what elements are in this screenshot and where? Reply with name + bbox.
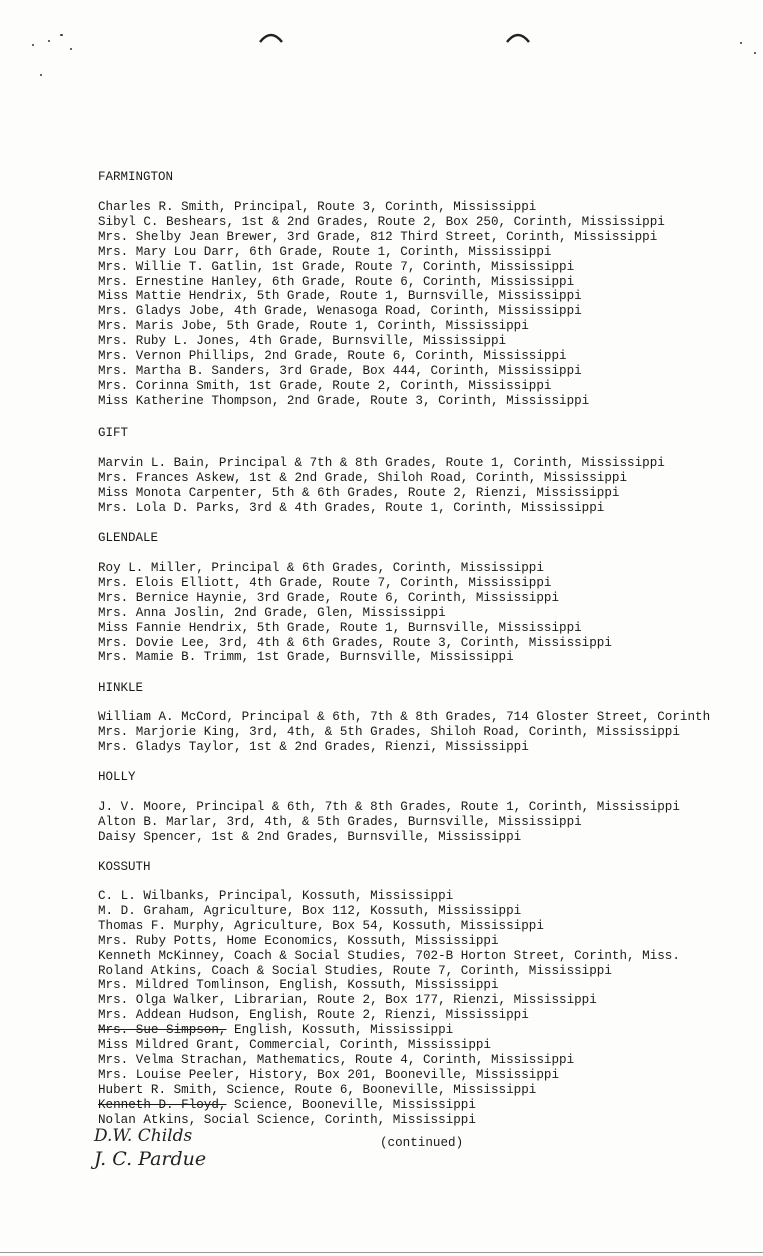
section-gift — [98, 426, 758, 515]
scan-speck — [40, 74, 42, 76]
scan-speck — [48, 40, 50, 42]
staff-list — [98, 456, 665, 516]
staff-entry: Mrs. Gladys Jobe, 4th Grade, Wenasoga Road, Corinth, Mississippi — [98, 304, 582, 319]
section-holly — [98, 770, 758, 844]
staff-entry: Mrs. Lola D. Parks, 3rd & 4th Grades, Route 1, Corinth, Mississippi — [98, 500, 605, 515]
handwritten-names — [94, 1126, 264, 1186]
entry-rest: Science, Booneville, Mississippi — [226, 1097, 476, 1112]
staff-entry: Roy L. Miller, Principal & 6th Grades, Corinth, Mississippi — [98, 561, 544, 575]
staff-entry: Nolan Atkins, Social Science, Corinth, Mississippi — [98, 1112, 476, 1127]
staff-entry: Mrs. Addean Hudson, English, Route 2, Rienzi, Mississippi — [98, 1008, 529, 1023]
staff-entry: Miss Mildred Grant, Commercial, Corinth, Mississippi — [98, 1038, 491, 1053]
scan-speck — [60, 34, 63, 36]
staff-entry: C. L. Wilbanks, Principal, Kossuth, Mississippi — [98, 889, 454, 903]
staff-entry: Miss Mattie Hendrix, 5th Grade, Route 1, Burnsville, Mississippi — [98, 289, 582, 304]
section-hinkle — [98, 681, 758, 754]
staff-entry: Mrs. Louise Peeler, History, Box 201, Booneville, Mississippi — [98, 1067, 560, 1082]
staff-list — [98, 710, 710, 755]
staff-entry: J. V. Moore, Principal & 6th, 7th & 8th Grades, Route 1, Corinth, Mississippi — [98, 800, 680, 814]
handwritten-name: D.W. Childs — [94, 1126, 193, 1146]
staff-entry: Miss Fannie Hendrix, 5th Grade, Route 1, Burnsville, Mississippi — [98, 620, 582, 635]
staff-entry-struck — [98, 1098, 680, 1113]
staff-entry: Sibyl C. Beshears, 1st & 2nd Grades, Route 2, Box 250, Corinth, Mississippi — [98, 214, 665, 229]
section-heading: FARMINGTON — [98, 170, 174, 184]
staff-entry: Mrs. Vernon Phillips, 2nd Grade, Route 6, Corinth, Mississippi — [98, 349, 567, 364]
staff-entry: Mrs. Martha B. Sanders, 3rd Grade, Box 444, Corinth, Mississippi — [98, 363, 582, 378]
staff-list — [98, 200, 665, 409]
staff-entry: Mrs. Marjorie King, 3rd, 4th, & 5th Grades, Shiloh Road, Corinth, Mississippi — [98, 724, 680, 739]
scan-speck — [32, 44, 34, 46]
struck-name: Mrs. Sue Simpson, — [98, 1023, 227, 1038]
scan-speck — [70, 48, 72, 50]
staff-entry: Mrs. Gladys Taylor, 1st & 2nd Grades, Rienzi, Mississippi — [98, 739, 529, 754]
staff-entry: Mrs. Anna Joslin, 2nd Grade, Glen, Mississippi — [98, 605, 446, 620]
section-heading: HINKLE — [98, 681, 144, 695]
staff-entry: Mrs. Elois Elliott, 4th Grade, Route 7, Corinth, Mississippi — [98, 575, 552, 590]
staff-entry: Mrs. Bernice Haynie, 3rd Grade, Route 6, Corinth, Mississippi — [98, 590, 560, 605]
staff-entry: Daisy Spencer, 1st & 2nd Grades, Burnsville, Mississippi — [98, 829, 522, 844]
section-kossuth — [98, 860, 758, 1127]
staff-entry: Mrs. Mary Lou Darr, 6th Grade, Route 1, Corinth, Mississippi — [98, 244, 552, 259]
handwritten-name: J. C. Pardue — [94, 1148, 207, 1170]
section-heading: GLENDALE — [98, 531, 159, 545]
staff-entry: Alton B. Marlar, 3rd, 4th, & 5th Grades, Burnsville, Mississippi — [98, 814, 582, 829]
staff-entry: Mrs. Dovie Lee, 3rd, 4th & 6th Grades, Route 3, Corinth, Mississippi — [98, 635, 612, 650]
staff-entry: Mrs. Frances Askew, 1st & 2nd Grade, Shiloh Road, Corinth, Mississippi — [98, 470, 628, 485]
entry-rest: English, Kossuth, Mississippi — [226, 1023, 454, 1038]
section-farmington — [98, 170, 758, 408]
staff-entry: Marvin L. Bain, Principal & 7th & 8th Grades, Route 1, Corinth, Mississippi — [98, 456, 665, 470]
staff-entry: Charles R. Smith, Principal, Route 3, Corinth, Mississippi — [98, 200, 537, 214]
staff-entry: Mrs. Olga Walker, Librarian, Route 2, Box 177, Rienzi, Mississippi — [98, 993, 597, 1008]
staff-entry: Roland Atkins, Coach & Social Studies, Route 7, Corinth, Mississippi — [98, 963, 612, 978]
staff-entry: Mrs. Willie T. Gatlin, 1st Grade, Route 7, Corinth, Mississippi — [98, 259, 575, 274]
continued-note: (continued) — [380, 1136, 464, 1150]
page-bottom-edge — [0, 1252, 763, 1253]
staff-entry: Mrs. Shelby Jean Brewer, 3rd Grade, 812 Third Street, Corinth, Mississippi — [98, 229, 658, 244]
staff-entry: William A. McCord, Principal & 6th, 7th & 8th Grades, 714 Gloster Street, Corinth — [98, 710, 711, 724]
section-heading: GIFT — [98, 426, 129, 440]
punch-hole-mark-left — [258, 30, 284, 44]
section-heading: HOLLY — [98, 770, 136, 784]
staff-list — [98, 561, 612, 665]
staff-entry: Hubert R. Smith, Science, Route 6, Booneville, Mississippi — [98, 1082, 537, 1097]
staff-entry: Mrs. Ruby L. Jones, 4th Grade, Burnsville, Mississippi — [98, 334, 507, 349]
staff-entry: Thomas F. Murphy, Agriculture, Box 54, Kossuth, Mississippi — [98, 918, 544, 933]
staff-entry: M. D. Graham, Agriculture, Box 112, Kossuth, Mississippi — [98, 903, 522, 918]
staff-entry: Mrs. Maris Jobe, 5th Grade, Route 1, Corinth, Mississippi — [98, 319, 529, 334]
staff-entry: Mrs. Mildred Tomlinson, English, Kossuth, Mississippi — [98, 978, 499, 993]
staff-entry: Miss Katherine Thompson, 2nd Grade, Route 3, Corinth, Mississippi — [98, 393, 590, 408]
staff-entry: Kenneth McKinney, Coach & Social Studies, 702-B Horton Street, Corinth, Miss. — [98, 948, 680, 963]
staff-entry-struck — [98, 1023, 680, 1038]
staff-entry: Mrs. Ernestine Hanley, 6th Grade, Route 6, Corinth, Mississippi — [98, 274, 575, 289]
staff-entry: Mrs. Mamie B. Trimm, 1st Grade, Burnsville, Mississippi — [98, 650, 514, 665]
section-glendale — [98, 531, 758, 665]
punch-hole-mark-right — [505, 30, 531, 44]
staff-list — [98, 889, 680, 1128]
scan-speck — [740, 42, 742, 44]
staff-entry: Mrs. Velma Strachan, Mathematics, Route 4, Corinth, Mississippi — [98, 1052, 575, 1067]
scan-speck — [754, 52, 756, 54]
staff-entry: Mrs. Corinna Smith, 1st Grade, Route 2, Corinth, Mississippi — [98, 378, 552, 393]
staff-entry: Miss Monota Carpenter, 5th & 6th Grades, Route 2, Rienzi, Mississippi — [98, 485, 620, 500]
staff-list — [98, 800, 680, 845]
staff-entry: Mrs. Ruby Potts, Home Economics, Kossuth, Mississippi — [98, 933, 499, 948]
section-heading: KOSSUTH — [98, 860, 151, 874]
struck-name: Kenneth D. Floyd, — [98, 1097, 227, 1112]
